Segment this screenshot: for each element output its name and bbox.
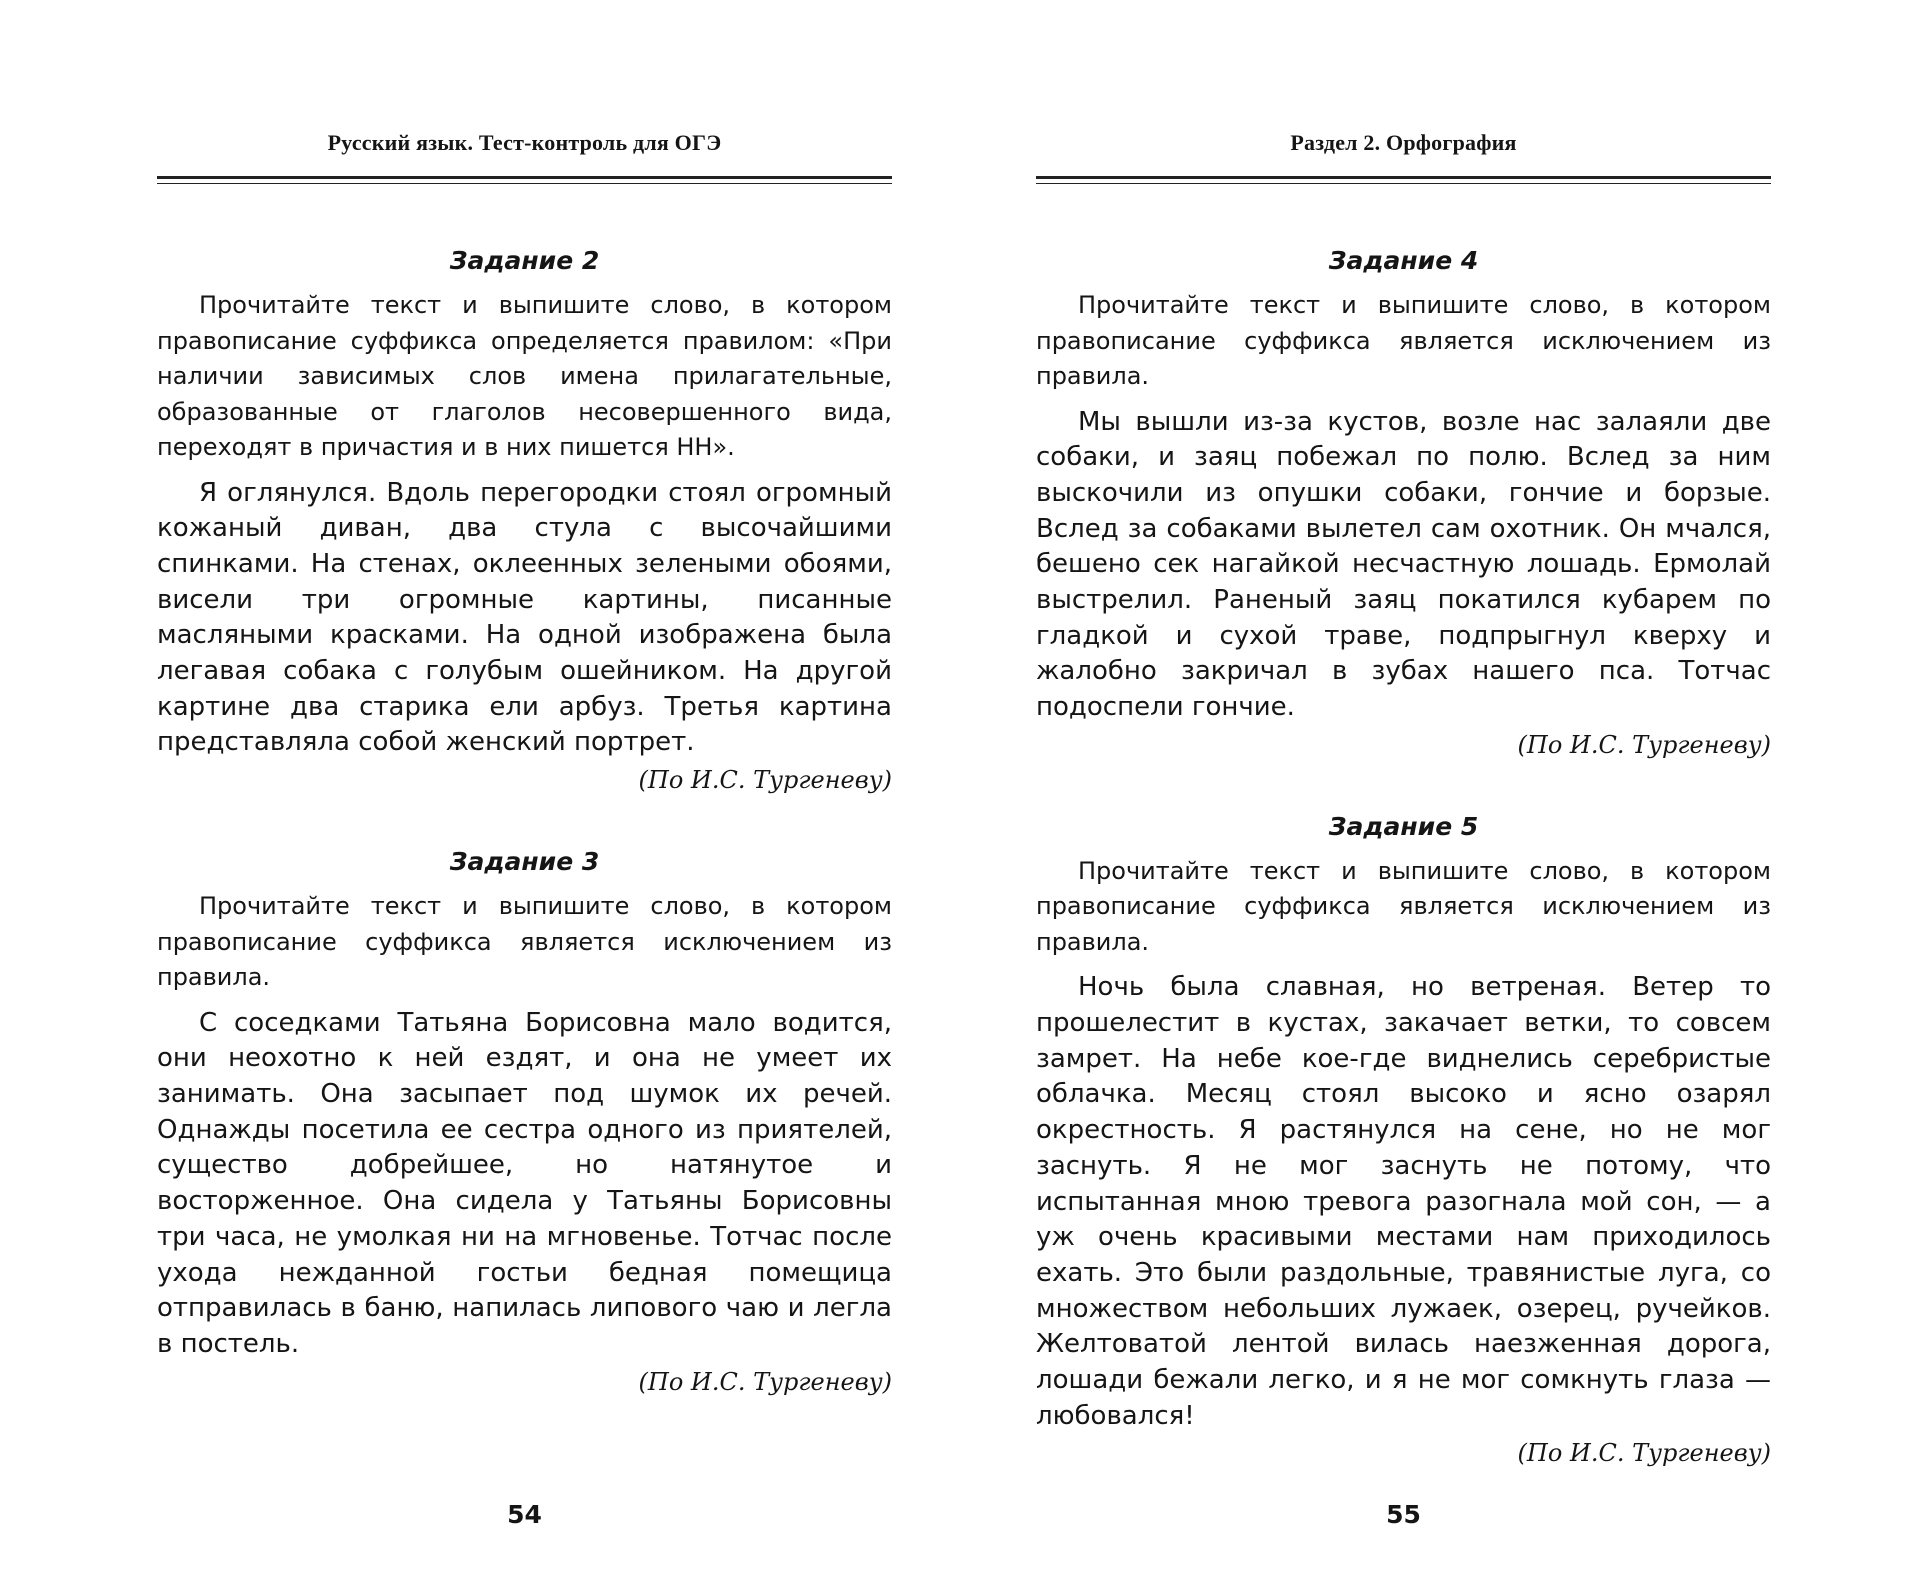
page-body — [1036, 246, 1771, 1472]
task-title: Задание 2 — [449, 246, 600, 275]
task-2 — [157, 246, 892, 799]
header-rule — [1036, 176, 1771, 184]
task-title: Задание 4 — [1328, 246, 1479, 275]
task-instruction: Прочитайте текст и выпишите слово, в котором правописание суффикса определяется правилом: «При наличии зависимых слов имена прилагательные, образованные от глаголов несовершенного вида, переходят в причастия и в них пишется НН». — [157, 291, 892, 461]
task-title: Задание 5 — [1328, 811, 1479, 841]
header-rule — [157, 176, 892, 184]
running-head: Русский язык. Тест-контроль для ОГЭ — [327, 130, 722, 155]
task-3 — [157, 847, 892, 1401]
task-instruction: Прочитайте текст и выпишите слово, в котором правописание суффикса является исключением из правила. — [1036, 856, 1771, 956]
page-body — [157, 246, 892, 1401]
task-passage: Ночь была славная, но ветреная. Ветер то прошелестит в кустах, закачает ветки, то совсем замрет. На небе кое-где виднелись серебристые облачка. Месяц стоял высоко и ясно озарял окрестность. Я растянулся на сене, но не мог заснуть. Я не мог заснуть не потому, что испытанная мною тревога разогнала мой сон, — а уж очень красивыми местами нам приходилось ехать. Это были раздольные, травянистые луга, со множеством небольших лужаек, озерец, ручейков. Желтоватой лентой вилась наезженная дорога, лошади бежали легко, и я не мог сомкнуть глаза — любовался! — [1036, 972, 1771, 1431]
passage-source: (По И.С. Тургеневу) — [1517, 1439, 1771, 1468]
task-passage: Я оглянулся. Вдоль перегородки стоял огромный кожаный диван, два стула с высочайшими спинками. На стенах, оклеенных зелеными обоями, висели три огромные картины, писанные масляными красками. На одной изображена была легавая собака с голубым ошейником. На другой картине два старика ели арбуз. Третья картина представляла собой женский портрет. — [157, 477, 892, 758]
left-page — [157, 0, 892, 1592]
spacer — [1036, 764, 1771, 812]
page-number: 55 — [1386, 1500, 1421, 1529]
task-title: Задание 3 — [449, 847, 600, 877]
spacer — [157, 799, 892, 847]
passage-source: (По И.С. Тургеневу) — [638, 1367, 892, 1396]
passage-source: (По И.С. Тургеневу) — [1517, 730, 1771, 759]
task-passage: С соседками Татьяна Борисовна мало водится, они неохотно к ней ездят, и она не умеет их занимать. Она засыпает под шумок их речей. Однажды посетила ее сестра одного из приятелей, существо добрейшее, но натянутое и восторженное. Она сидела у Татьяны Борисовны три часа, не умолкая ни на мгновенье. Тотчас после ухода нежданной гостьи бедная помещица отправилась в баню, напилась липового чаю и легла в постель. — [157, 1007, 892, 1359]
task-4 — [1036, 246, 1771, 764]
passage-source: (По И.С. Тургеневу) — [638, 766, 892, 795]
task-instruction: Прочитайте текст и выпишите слово, в котором правописание суффикса является исключением из правила. — [157, 892, 892, 992]
right-page — [1036, 0, 1771, 1592]
task-passage: Мы вышли из-за кустов, возле нас залаяли две собаки, и заяц побежал по полю. Вслед за ним выскочили из опушки собаки, гончие и борзые. Вслед за собаками вылетел сам охотник. Он мчался, бешено сек нагайкой несчастную лошадь. Ермолай выстрелил. Раненый заяц покатился кубарем по гладкой и сухой траве, подпрыгнул кверху и жалобно закричал в зубах нашего пса. Тотчас подоспели гончие. — [1036, 406, 1771, 723]
task-instruction: Прочитайте текст и выпишите слово, в котором правописание суффикса является исключением из правила. — [1036, 291, 1771, 390]
page-number: 54 — [507, 1500, 542, 1529]
running-head: Раздел 2. Орфография — [1290, 130, 1517, 155]
task-5 — [1036, 812, 1771, 1473]
